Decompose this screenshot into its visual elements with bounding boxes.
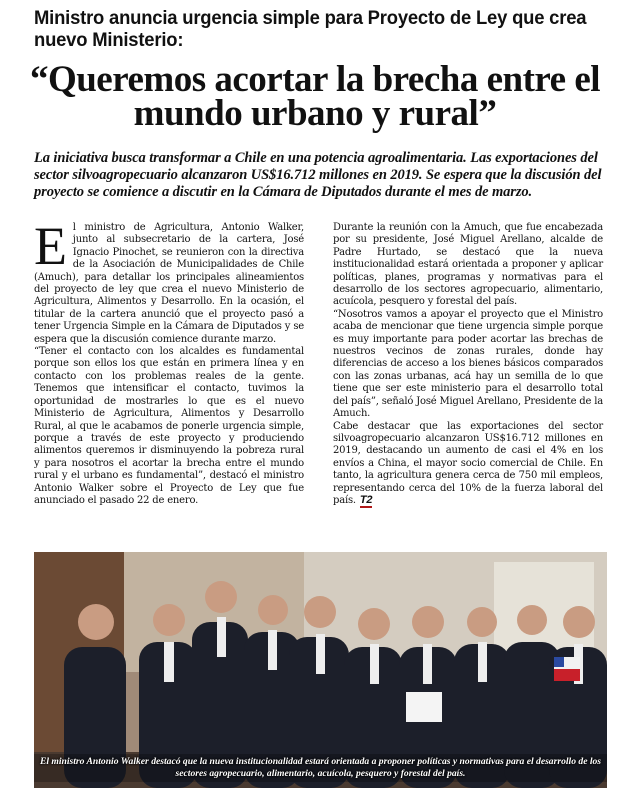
paragraph-last <box>333 421 603 508</box>
paragraph: “Tener el contacto con los alcaldes es fundamental porque son ellos los que están en primera línea y en contacto con los problemas reales de la gente. Tenemos que intensificar el contacto, tuvimos la oportunidad de mostrarles lo que es el nuevo Ministerio de Agricultura, Alimentos y Desarrollo Rural, al que le acabamos de ponerle urgencia simple, porque a través de este proyecto y produciendo alimentos queremos ir disminuyendo la pobreza rural y para nosotros el acortar la brecha entre el mundo rural y el urbano es fundamental”, destacó el ministro Antonio Walker sobre el Proyecto de Ley que fue anunciado el pasado 22 de enero. <box>34 346 304 506</box>
drop-cap: E <box>34 216 67 276</box>
photo-illustration <box>34 552 607 788</box>
group-photo <box>34 552 607 788</box>
article-column-left <box>34 216 304 507</box>
kicker-title: Ministro anuncia urgencia simple para Proyecto de Ley que crea nuevo Ministerio: <box>34 8 587 51</box>
lead-paragraph: La iniciativa busca transformar a Chile en una potencia agroalimentaria. Las exportaciones del sector silvoagropecuario alcanzaron US$16.712 millones en 2019. Se espera que la discusión del proyecto se comience a discutir en la Cámara de Diputados durante el mes de marzo. <box>34 150 602 200</box>
publication-logo: T2 <box>359 493 373 506</box>
paragraph: Durante la reunión con la Amuch, que fue encabezada por su presidente, José Miguel Arellano, alcalde de Padre Hurtado, se destacó que la nueva institucionalidad estará orientada a proponer y aplicar políticas, planes, programas y normativas para el desarrollo de los sectores agropecuario, alimentario, acuícola, pesquero y forestal del país. <box>333 222 603 308</box>
paragraph: l ministro de Agricultura, Antonio Walker, junto al subsecretario de la cartera, José Ignacio Pinochet, se reunieron con la directiva de la Asociación de Municipalidades de Chile (Amuch), para detallar los principales alineamientos del proyecto de ley que crea el nuevo Ministerio de Agricultura, Alimentos y Desarrollo. En la ocasión, el titular de la cartera anunció que el proyecto pasó a tener Urgencia Simple en la Cámara de Diputados y se espera que la discusión comience durante marzo. <box>34 222 304 345</box>
headline: “Queremos acortar la brecha entre el mundo urbano y rural” <box>29 59 601 134</box>
paragraph: “Nosotros vamos a apoyar el proyecto que el Ministro acaba de mencionar que tiene urgencia simple porque es muy importante para poder acortar las brechas de nuestros vecinos de zonas rurales, donde hay diferencias de acceso a los bienes básicos comparados con las zonas urbanas, acá hay un semilla de lo que tiene que ser este ministerio para el desarrollo total del país”, señaló José Miguel Arellano, Presidente de la Amuch. <box>333 308 603 420</box>
article-column-right <box>333 222 603 508</box>
photo-caption: El ministro Antonio Walker destacó que la nueva institucionalidad estará orientada a proponer políticas y normativas para el desarrollo de los sectores agropecuario, alimentario, acuícola, pesquero y forestal del país. <box>34 754 607 782</box>
paragraph-text: Cabe destacar que las exportaciones del sector silvoagropecuario alcanzaron US$16.712 millones en 2019, destacando un aumento de casi el 4% en los envíos a China, el mayor socio comercial de Chile. En tanto, la agricultura genera cerca de 750 mil empleos, representando cerca del 10% de la fuerza laboral del país. <box>333 420 603 506</box>
